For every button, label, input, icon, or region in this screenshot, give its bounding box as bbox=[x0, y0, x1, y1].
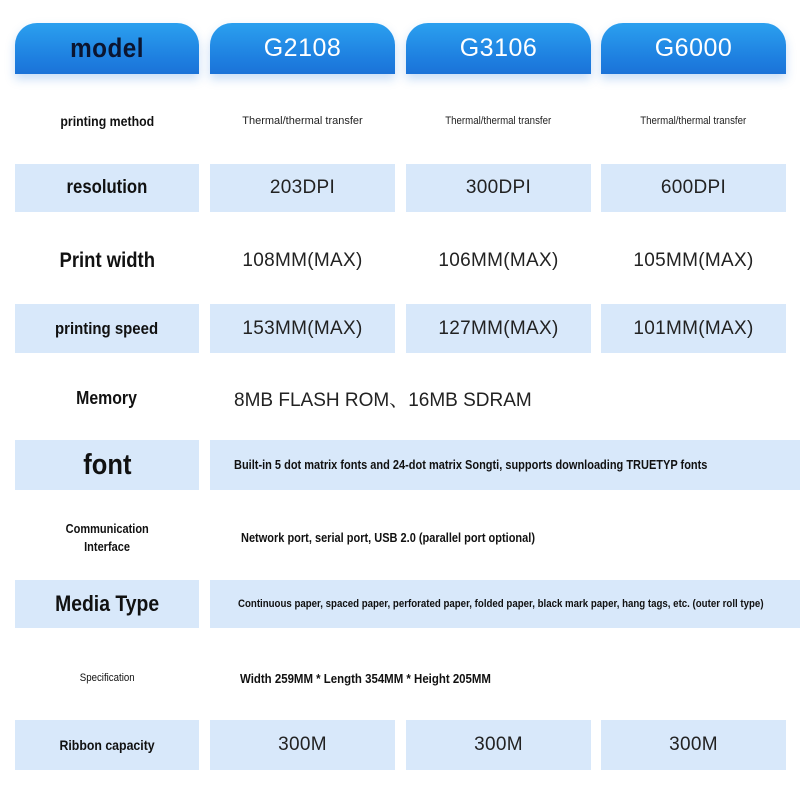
print-width-g2108: 108MM(MAX) bbox=[242, 250, 363, 271]
row-label bbox=[15, 514, 199, 562]
row-ribbon-capacity bbox=[0, 720, 800, 770]
header-model-name: G3106 bbox=[459, 34, 538, 62]
font-label: font bbox=[82, 448, 132, 481]
resolution-g6000: 600DPI bbox=[601, 164, 786, 212]
communication-value-text: Network port, serial port, USB 2.0 (parallel port optional) bbox=[241, 531, 535, 545]
row-media-type bbox=[0, 580, 800, 628]
row-label bbox=[15, 304, 199, 353]
row-label bbox=[15, 440, 199, 490]
memory-value bbox=[210, 374, 800, 422]
printing-method-label: printing method bbox=[60, 113, 154, 129]
ribbon-capacity-g6000: 300M bbox=[601, 720, 786, 770]
memory-label: Memory bbox=[76, 387, 138, 408]
specification-value-text: Width 259MM * Length 354MM * Height 205MM bbox=[240, 670, 491, 686]
row-label bbox=[15, 164, 199, 212]
header-model-g6000 bbox=[601, 23, 786, 74]
printing-method-g3106 bbox=[406, 98, 591, 144]
printing-method-g6000 bbox=[601, 98, 786, 144]
header-model-g2108 bbox=[210, 23, 395, 74]
header-model-text: model bbox=[70, 33, 144, 63]
specification-label: Specification bbox=[79, 672, 135, 684]
row-font bbox=[0, 440, 800, 490]
print-width-label: Print width bbox=[59, 249, 155, 272]
print-width-g6000: 105MM(MAX) bbox=[633, 250, 754, 271]
printing-method-g3106-text: Thermal/thermal transfer bbox=[445, 115, 552, 127]
row-label bbox=[15, 720, 199, 770]
ribbon-capacity-g3106: 300M bbox=[406, 720, 591, 770]
resolution-g3106: 300DPI bbox=[406, 164, 591, 212]
media-type-value-text: Continuous paper, spaced paper, perforated paper, folded paper, black mark paper, hang tags, etc. (outer roll type) bbox=[238, 598, 764, 610]
row-label bbox=[15, 236, 199, 286]
printing-speed-g3106: 127MM(MAX) bbox=[406, 304, 591, 353]
ribbon-capacity-g2108: 300M bbox=[210, 720, 395, 770]
row-communication bbox=[0, 514, 800, 562]
row-memory bbox=[0, 374, 800, 422]
row-resolution bbox=[0, 164, 800, 212]
specification-value bbox=[210, 654, 800, 702]
header-model-label bbox=[15, 23, 199, 74]
row-print-width bbox=[0, 236, 800, 286]
printing-speed-g6000: 101MM(MAX) bbox=[601, 304, 786, 353]
font-value-text: Built-in 5 dot matrix fonts and 24-dot matrix Songti, supports downloading TRUETYP fonts bbox=[234, 458, 708, 472]
row-label bbox=[15, 98, 199, 144]
row-label bbox=[15, 580, 199, 628]
resolution-g2108: 203DPI bbox=[210, 164, 395, 212]
row-specification bbox=[0, 654, 800, 702]
printing-method-g2108: Thermal/thermal transfer bbox=[242, 115, 363, 127]
resolution-label: resolution bbox=[66, 177, 148, 198]
row-printing-speed bbox=[0, 304, 800, 353]
header-model-name: G6000 bbox=[654, 34, 733, 62]
printing-speed-label: printing speed bbox=[55, 318, 159, 338]
header-model-g3106 bbox=[406, 23, 591, 74]
font-value bbox=[210, 440, 800, 490]
media-type-value bbox=[210, 580, 800, 628]
media-type-label: Media Type bbox=[54, 591, 160, 616]
row-printing-method bbox=[0, 98, 800, 144]
printing-speed-g2108: 153MM(MAX) bbox=[210, 304, 395, 353]
header-model-name: G2108 bbox=[263, 34, 342, 62]
memory-value-text: 8MB FLASH ROM、16MB SDRAM bbox=[234, 389, 532, 411]
row-label bbox=[15, 654, 199, 702]
communication-label-line1: Communication bbox=[65, 522, 149, 536]
printing-method-g6000-text: Thermal/thermal transfer bbox=[640, 115, 747, 127]
communication-value bbox=[210, 514, 800, 562]
ribbon-capacity-label: Ribbon capacity bbox=[59, 737, 155, 753]
print-width-g3106: 106MM(MAX) bbox=[438, 250, 559, 271]
row-label bbox=[15, 374, 199, 422]
communication-label-line2: Interface bbox=[84, 540, 130, 554]
